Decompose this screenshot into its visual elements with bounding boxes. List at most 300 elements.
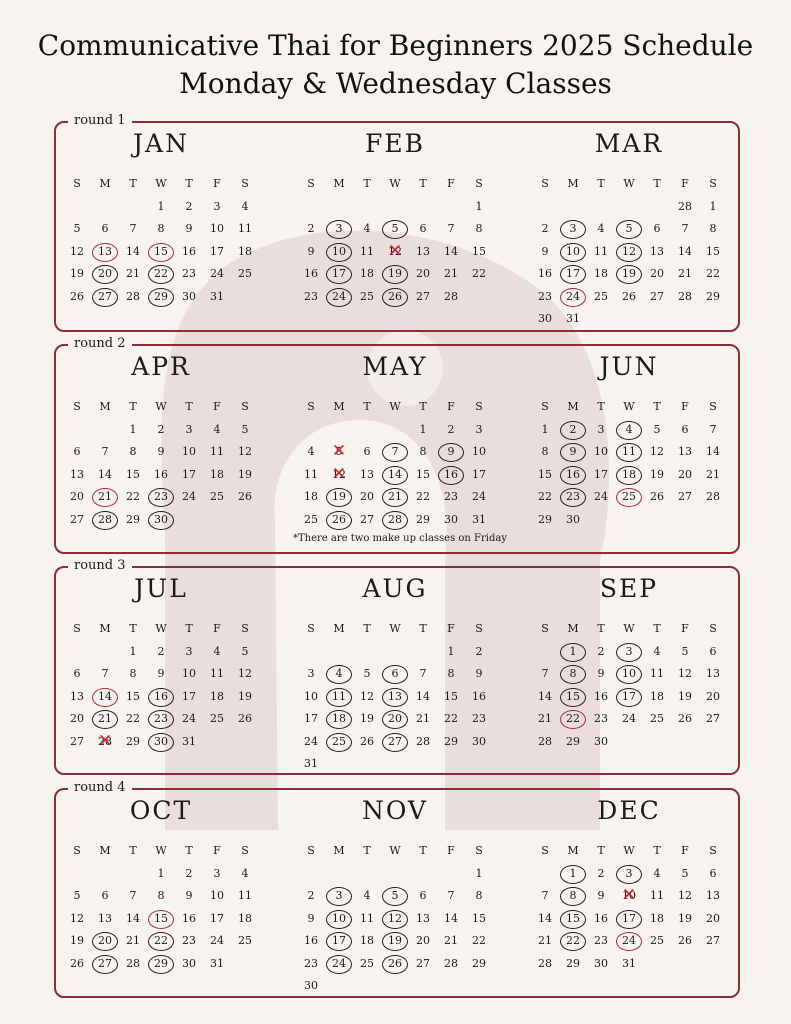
weekday-header: S xyxy=(241,177,249,190)
class-day-circled: 23 xyxy=(559,486,587,508)
class-day-circled: 7 xyxy=(381,441,409,463)
calendar-day: 4 xyxy=(363,222,371,236)
weekday-header: T xyxy=(653,177,661,190)
calendar-day: 2 xyxy=(307,222,315,236)
calendar-day: 20 xyxy=(70,490,84,504)
weekday-header: M xyxy=(333,177,345,190)
calendar-day: 19 xyxy=(238,467,252,481)
calendar-day: 11 xyxy=(210,667,224,681)
calendar-day: 6 xyxy=(419,889,427,903)
weekday-header: T xyxy=(363,844,371,857)
month-name: DEC xyxy=(597,796,661,825)
calendar-day: 2 xyxy=(447,423,455,436)
class-day-circled: 17 xyxy=(325,930,353,952)
calendar-day: 7 xyxy=(419,667,427,681)
class-day-circled: 9 xyxy=(437,441,465,463)
class-day-circled: 28 xyxy=(91,509,119,531)
calendar-day: 9 xyxy=(307,244,315,258)
calendar-day: 21 xyxy=(416,712,430,726)
calendar-day: 14 xyxy=(706,445,720,459)
calendar-day: 17 xyxy=(182,689,196,703)
calendar-day: 30 xyxy=(304,979,318,992)
class-day-circled: 2 xyxy=(559,419,587,441)
calendar-day: 6 xyxy=(681,423,689,436)
calendar-day: 14 xyxy=(678,244,692,258)
month-name: JUL xyxy=(134,574,188,603)
calendar-day: 25 xyxy=(238,934,252,948)
weekday-header: T xyxy=(129,844,137,857)
calendar-day: 28 xyxy=(678,289,692,303)
month-name: FEB xyxy=(365,129,425,158)
class-day-circled: 24 xyxy=(325,953,353,975)
month-sep xyxy=(531,566,727,775)
calendar-day: 18 xyxy=(304,490,318,504)
class-day-circled: 20 xyxy=(91,263,119,285)
calendar-day: 30 xyxy=(566,512,580,526)
weekday-header: W xyxy=(155,177,167,190)
calendar-day: 21 xyxy=(706,467,720,481)
calendar-day: 7 xyxy=(447,222,455,236)
weekday-header: S xyxy=(241,844,249,857)
calendar-day: 16 xyxy=(304,934,318,948)
calendar-day: 6 xyxy=(73,445,81,459)
class-day-circled: 4 xyxy=(325,663,353,685)
weekday-header: S xyxy=(541,844,549,857)
weekday-header: T xyxy=(363,622,371,635)
calendar-day: 27 xyxy=(70,512,84,526)
page-title: Communicative Thai for Beginners 2025 Schedule xyxy=(37,29,754,62)
calendar-day: 15 xyxy=(126,689,140,703)
calendar-day: 20 xyxy=(416,267,430,281)
calendar-day: 2 xyxy=(185,200,193,213)
month-name: MAY xyxy=(362,352,428,381)
calendar-day: 4 xyxy=(213,645,221,658)
calendar-day: 25 xyxy=(360,289,374,303)
calendar-day: 29 xyxy=(566,956,580,970)
class-day-circled: 23 xyxy=(147,708,175,730)
calendar-day: 22 xyxy=(416,490,430,504)
calendar-day: 14 xyxy=(98,467,112,481)
calendar-day: 11 xyxy=(360,911,374,925)
class-day-circled: 26 xyxy=(381,286,409,308)
month-name: AUG xyxy=(362,574,428,603)
calendar-day: 2 xyxy=(475,645,483,658)
calendar-day: 15 xyxy=(416,467,430,481)
calendar-day: 7 xyxy=(101,667,109,681)
calendar-day: 4 xyxy=(213,423,221,436)
calendar-day: 28 xyxy=(126,956,140,970)
calendar-day: 16 xyxy=(594,911,608,925)
class-day-circled: 19 xyxy=(381,930,409,952)
calendar-day: 2 xyxy=(185,867,193,880)
calendar-day: 1 xyxy=(541,423,549,436)
calendar-day: 6 xyxy=(653,222,661,236)
weekday-header: T xyxy=(419,400,427,413)
calendar-day: 5 xyxy=(681,645,689,658)
calendar-day: 18 xyxy=(360,934,374,948)
calendar-day: 3 xyxy=(185,645,193,658)
calendar-day: 12 xyxy=(238,445,252,459)
calendar-day: 27 xyxy=(416,289,430,303)
class-day-circled: 21 xyxy=(381,486,409,508)
weekday-header: S xyxy=(709,622,717,635)
calendar-day: 23 xyxy=(304,289,318,303)
calendar-day: 21 xyxy=(678,267,692,281)
weekday-header: M xyxy=(333,622,345,635)
calendar-day: 4 xyxy=(653,645,661,658)
class-day-circled: 3 xyxy=(559,218,587,240)
weekday-header: M xyxy=(567,844,579,857)
calendar-day: 13 xyxy=(416,244,430,258)
month-oct xyxy=(63,788,259,998)
weekday-header: F xyxy=(447,844,455,857)
calendar-day: 30 xyxy=(538,312,552,325)
calendar-day: 28 xyxy=(706,490,720,504)
calendar-day: 18 xyxy=(650,911,664,925)
class-day-circled: 11 xyxy=(325,686,353,708)
weekday-header: T xyxy=(597,400,605,413)
calendar-day: 2 xyxy=(157,423,165,436)
calendar-day: 30 xyxy=(594,734,608,748)
calendar-day: 13 xyxy=(70,689,84,703)
calendar-day: 23 xyxy=(472,712,486,726)
class-day-circled: 10 xyxy=(615,663,643,685)
calendar-day: 1 xyxy=(475,867,483,880)
calendar-day: 16 xyxy=(594,689,608,703)
weekday-header: T xyxy=(129,622,137,635)
calendar-day: 17 xyxy=(182,467,196,481)
calendar-day: 5 xyxy=(363,667,371,681)
class-day-circled: 1 xyxy=(559,863,587,885)
calendar-day: 19 xyxy=(238,689,252,703)
calendar-day: 21 xyxy=(538,712,552,726)
weekday-header: M xyxy=(567,177,579,190)
calendar-day: 20 xyxy=(678,467,692,481)
calendar-day: 15 xyxy=(444,689,458,703)
class-day-circled: 1 xyxy=(559,641,587,663)
calendar-day: 28 xyxy=(678,200,692,213)
calendar-day: 3 xyxy=(213,867,221,880)
weekday-header: T xyxy=(185,622,193,635)
cancelled-class-day: 12 ✕ xyxy=(381,241,409,263)
class-day-red-circled: 14 xyxy=(91,686,119,708)
class-day-circled: 30 xyxy=(147,509,175,531)
calendar-day: 21 xyxy=(126,267,140,281)
calendar-day: 1 xyxy=(157,867,165,880)
weekday-header: W xyxy=(155,622,167,635)
calendar-day: 5 xyxy=(653,423,661,436)
weekday-header: W xyxy=(389,400,401,413)
class-day-red-circled: 24 xyxy=(615,930,643,952)
calendar-day: 3 xyxy=(185,423,193,436)
calendar-day: 19 xyxy=(70,934,84,948)
calendar-day: 30 xyxy=(182,289,196,303)
calendar-day: 6 xyxy=(709,645,717,658)
calendar-day: 16 xyxy=(472,689,486,703)
calendar-day: 2 xyxy=(157,645,165,658)
calendar-day: 24 xyxy=(210,267,224,281)
calendar-day: 13 xyxy=(678,445,692,459)
calendar-day: 23 xyxy=(182,934,196,948)
calendar-day: 6 xyxy=(419,222,427,236)
calendar-day: 6 xyxy=(101,889,109,903)
calendar-day: 24 xyxy=(182,712,196,726)
calendar-day: 26 xyxy=(650,490,664,504)
weekday-header: T xyxy=(597,622,605,635)
weekday-header: F xyxy=(447,622,455,635)
calendar-day: 31 xyxy=(182,734,196,748)
calendar-day: 10 xyxy=(594,445,608,459)
class-day-circled: 10 xyxy=(559,241,587,263)
weekday-header: M xyxy=(99,400,111,413)
class-day-circled: 26 xyxy=(325,509,353,531)
weekday-header: M xyxy=(99,622,111,635)
class-day-circled: 30 xyxy=(147,731,175,753)
calendar-day: 14 xyxy=(444,911,458,925)
calendar-day: 23 xyxy=(444,490,458,504)
calendar-day: 19 xyxy=(678,689,692,703)
calendar-day: 22 xyxy=(126,712,140,726)
calendar-day: 8 xyxy=(447,667,455,681)
calendar-day: 4 xyxy=(241,200,249,213)
calendar-day: 29 xyxy=(538,512,552,526)
calendar-day: 11 xyxy=(238,222,252,236)
calendar-day: 16 xyxy=(154,467,168,481)
calendar-day: 26 xyxy=(678,934,692,948)
calendar-day: 14 xyxy=(538,911,552,925)
weekday-header: F xyxy=(681,622,689,635)
class-day-circled: 3 xyxy=(615,863,643,885)
calendar-day: 7 xyxy=(541,889,549,903)
class-day-circled: 3 xyxy=(615,641,643,663)
class-day-circled: 9 xyxy=(559,441,587,463)
class-day-circled: 5 xyxy=(615,218,643,240)
weekday-header: T xyxy=(419,177,427,190)
calendar-day: 13 xyxy=(70,467,84,481)
month-name: APR xyxy=(131,352,191,381)
calendar-day: 25 xyxy=(650,712,664,726)
month-jun xyxy=(531,344,727,554)
calendar-day: 13 xyxy=(650,244,664,258)
calendar-day: 8 xyxy=(475,889,483,903)
calendar-day: 11 xyxy=(650,667,664,681)
calendar-day: 5 xyxy=(241,423,249,436)
calendar-day: 22 xyxy=(538,490,552,504)
calendar-day: 18 xyxy=(210,467,224,481)
calendar-day: 11 xyxy=(594,244,608,258)
page-subtitle: Monday & Wednesday Classes xyxy=(179,67,612,100)
calendar-day: 9 xyxy=(475,667,483,681)
class-day-circled: 17 xyxy=(615,908,643,930)
calendar-day: 18 xyxy=(238,911,252,925)
weekday-header: F xyxy=(447,177,455,190)
weekday-header: F xyxy=(213,622,221,635)
calendar-day: 26 xyxy=(238,712,252,726)
calendar-day: 23 xyxy=(182,267,196,281)
calendar-day: 4 xyxy=(597,222,605,236)
calendar-day: 17 xyxy=(210,244,224,258)
class-day-circled: 19 xyxy=(325,486,353,508)
calendar-day: 21 xyxy=(538,934,552,948)
calendar-day: 16 xyxy=(182,911,196,925)
calendar-day: 3 xyxy=(597,423,605,436)
calendar-day: 7 xyxy=(101,445,109,459)
calendar-day: 3 xyxy=(307,667,315,681)
calendar-day: 9 xyxy=(541,244,549,258)
month-name: JAN xyxy=(133,129,189,158)
calendar-day: 5 xyxy=(681,867,689,880)
calendar-day: 25 xyxy=(594,289,608,303)
calendar-day: 25 xyxy=(360,956,374,970)
calendar-day: 10 xyxy=(182,667,196,681)
calendar-day: 12 xyxy=(70,244,84,258)
calendar-day: 22 xyxy=(472,934,486,948)
class-day-circled: 21 xyxy=(91,708,119,730)
calendar-day: 4 xyxy=(363,889,371,903)
calendar-day: 1 xyxy=(157,200,165,213)
class-day-circled: 18 xyxy=(615,464,643,486)
calendar-day: 24 xyxy=(472,490,486,504)
class-day-circled: 28 xyxy=(381,509,409,531)
calendar-day: 22 xyxy=(444,712,458,726)
calendar-day: 31 xyxy=(622,956,636,970)
weekday-header: S xyxy=(709,844,717,857)
weekday-header: F xyxy=(213,400,221,413)
weekday-header: T xyxy=(597,844,605,857)
calendar-day: 20 xyxy=(706,911,720,925)
calendar-day: 29 xyxy=(444,734,458,748)
class-day-circled: 17 xyxy=(615,686,643,708)
calendar-day: 14 xyxy=(126,244,140,258)
weekday-header: W xyxy=(623,400,635,413)
weekday-header: M xyxy=(333,844,345,857)
weekday-header: S xyxy=(709,177,717,190)
calendar-day: 19 xyxy=(70,267,84,281)
calendar-day: 10 xyxy=(210,222,224,236)
weekday-header: M xyxy=(99,177,111,190)
calendar-day: 16 xyxy=(182,244,196,258)
calendar-day: 2 xyxy=(307,889,315,903)
month-dec xyxy=(531,788,727,998)
calendar-day: 20 xyxy=(706,689,720,703)
month-jul xyxy=(63,566,259,775)
calendar-day: 19 xyxy=(650,467,664,481)
calendar-day: 2 xyxy=(597,867,605,880)
calendar-day: 14 xyxy=(538,689,552,703)
class-day-circled: 4 xyxy=(615,419,643,441)
make-up-note: *There are two make up classes on Friday xyxy=(293,533,507,544)
calendar-day: 6 xyxy=(709,867,717,880)
weekday-header: T xyxy=(597,177,605,190)
weekday-header: M xyxy=(99,844,111,857)
calendar-day: 3 xyxy=(475,423,483,436)
weekday-header: W xyxy=(155,844,167,857)
weekday-header: S xyxy=(541,622,549,635)
class-day-circled: 15 xyxy=(559,908,587,930)
calendar-day: 4 xyxy=(307,445,315,459)
calendar-day: 26 xyxy=(70,956,84,970)
calendar-day: 11 xyxy=(210,445,224,459)
class-day-red-circled: 22 xyxy=(559,708,587,730)
calendar-day: 20 xyxy=(416,934,430,948)
class-day-circled: 25 xyxy=(325,731,353,753)
calendar-day: 5 xyxy=(241,645,249,658)
calendar-day: 29 xyxy=(416,512,430,526)
class-day-circled: 19 xyxy=(381,263,409,285)
calendar-day: 1 xyxy=(129,423,137,436)
calendar-day: 13 xyxy=(360,467,374,481)
calendar-day: 28 xyxy=(416,734,430,748)
calendar-day: 11 xyxy=(360,244,374,258)
round-label: round 1 xyxy=(68,113,132,129)
weekday-header: F xyxy=(213,177,221,190)
calendar-day: 4 xyxy=(653,867,661,880)
calendar-day: 23 xyxy=(594,934,608,948)
calendar-day: 22 xyxy=(472,267,486,281)
calendar-day: 18 xyxy=(594,267,608,281)
calendar-day: 17 xyxy=(594,467,608,481)
class-day-circled: 3 xyxy=(325,885,353,907)
class-day-circled: 10 xyxy=(325,908,353,930)
calendar-day: 9 xyxy=(185,222,193,236)
weekday-header: S xyxy=(541,400,549,413)
cancelled-class-day: 28 ✕ xyxy=(91,731,119,753)
calendar-day: 29 xyxy=(126,734,140,748)
month-name: SEP xyxy=(599,574,659,603)
class-day-circled: 10 xyxy=(325,241,353,263)
calendar-day: 24 xyxy=(622,712,636,726)
calendar-day: 22 xyxy=(126,490,140,504)
calendar-day: 8 xyxy=(129,667,137,681)
class-day-circled: 17 xyxy=(559,263,587,285)
calendar-day: 17 xyxy=(210,911,224,925)
calendar-day: 26 xyxy=(678,712,692,726)
calendar-day: 25 xyxy=(210,712,224,726)
month-aug xyxy=(297,566,493,775)
calendar-day: 6 xyxy=(73,667,81,681)
class-day-circled: 8 xyxy=(559,885,587,907)
calendar-day: 15 xyxy=(538,467,552,481)
calendar-day: 15 xyxy=(472,244,486,258)
class-day-circled: 6 xyxy=(381,663,409,685)
calendar-day: 19 xyxy=(678,911,692,925)
weekday-header: W xyxy=(155,400,167,413)
weekday-header: S xyxy=(73,400,81,413)
cancelled-class-day: 5 ✕ xyxy=(325,441,353,463)
calendar-day: 3 xyxy=(213,200,221,213)
weekday-header: T xyxy=(653,400,661,413)
month-nov xyxy=(297,788,493,998)
month-feb xyxy=(297,121,493,332)
calendar-day: 12 xyxy=(70,911,84,925)
class-day-circled: 27 xyxy=(381,731,409,753)
weekday-header: F xyxy=(681,177,689,190)
weekday-header: T xyxy=(129,400,137,413)
calendar-day: 6 xyxy=(363,445,371,459)
calendar-day: 10 xyxy=(210,889,224,903)
weekday-header: W xyxy=(389,177,401,190)
calendar-day: 29 xyxy=(566,734,580,748)
calendar-day: 23 xyxy=(594,712,608,726)
weekday-header: F xyxy=(681,844,689,857)
month-name: OCT xyxy=(129,796,193,825)
calendar-day: 25 xyxy=(238,267,252,281)
class-day-circled: 11 xyxy=(615,441,643,463)
calendar-day: 26 xyxy=(360,734,374,748)
weekday-header: M xyxy=(333,400,345,413)
calendar-day: 27 xyxy=(706,712,720,726)
calendar-day: 26 xyxy=(70,289,84,303)
